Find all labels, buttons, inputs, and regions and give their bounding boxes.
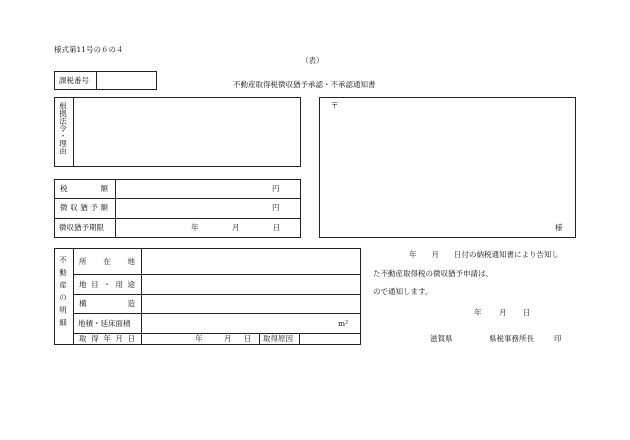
issuer-prefecture: 滋賀県 [430, 334, 453, 343]
form-title: 不動産取得税徴収猶予承認・不承認通知書 [233, 80, 376, 89]
structure-label: 構 造 [79, 299, 135, 308]
notice-date-month: 月 [499, 308, 507, 317]
area-label: 地積・延床面積 [78, 319, 131, 328]
property-section-label: 不動産の明細 [58, 256, 68, 331]
land-use-label: 地 目 ・ 用 途 [79, 280, 135, 289]
acquisition-cause-divider [259, 333, 260, 345]
location-label: 所 在 地 [79, 257, 135, 266]
address-box[interactable] [319, 97, 576, 238]
tax-amount-field[interactable] [116, 180, 266, 198]
deferral-period-day: 日 [273, 223, 281, 232]
acquisition-cause-label: 取得原因 [263, 334, 293, 343]
notice-date-day: 日 [523, 308, 531, 317]
seal-mark: 印 [554, 334, 562, 343]
form-side-label: （表） [301, 56, 324, 65]
form-number: 様式第11号の６の４ [54, 45, 124, 54]
deferral-period-month: 月 [232, 223, 240, 232]
land-use-field[interactable] [142, 275, 360, 293]
tax-number-label: 課税番号 [59, 76, 89, 85]
notice-date-year: 年 [474, 308, 482, 317]
tax-amount-label: 税 額 [60, 184, 108, 193]
basis-label: 根拠法令・理由 [58, 102, 68, 155]
acquisition-year: 年 [195, 334, 203, 343]
acquisition-month: 月 [224, 334, 232, 343]
deferred-amount-field[interactable] [116, 199, 266, 217]
location-field[interactable] [142, 249, 360, 274]
notice-line-2: た不動産取得税の徴収猶予申請は、 [373, 269, 493, 278]
notice-line-3: ので通知します。 [373, 287, 433, 296]
acquisition-cause-field[interactable] [300, 334, 360, 344]
area-unit: m² [338, 319, 349, 328]
deferred-amount-label: 徴 収 猶 予 額 [60, 203, 108, 212]
acquisition-day: 日 [244, 334, 252, 343]
basis-field[interactable] [74, 98, 300, 166]
issuer-office: 県税事務所長 [489, 334, 534, 343]
deferral-period-label: 徴収猶予期限 [59, 223, 104, 232]
deferral-period-year: 年 [191, 223, 199, 232]
deferred-amount-unit: 円 [272, 203, 280, 212]
notice-line-1: 年 月 日付の納税通知書により告知し [409, 250, 559, 259]
tax-number-field[interactable] [97, 72, 156, 89]
structure-field[interactable] [142, 295, 360, 312]
acquisition-date-label: 取 得 年 月 日 [79, 334, 135, 343]
property-label-divider [73, 248, 74, 345]
tax-amount-unit: 円 [272, 184, 280, 193]
area-field[interactable] [142, 314, 337, 332]
postal-mark: 〒 [331, 101, 339, 110]
honorific: 様 [555, 223, 563, 232]
